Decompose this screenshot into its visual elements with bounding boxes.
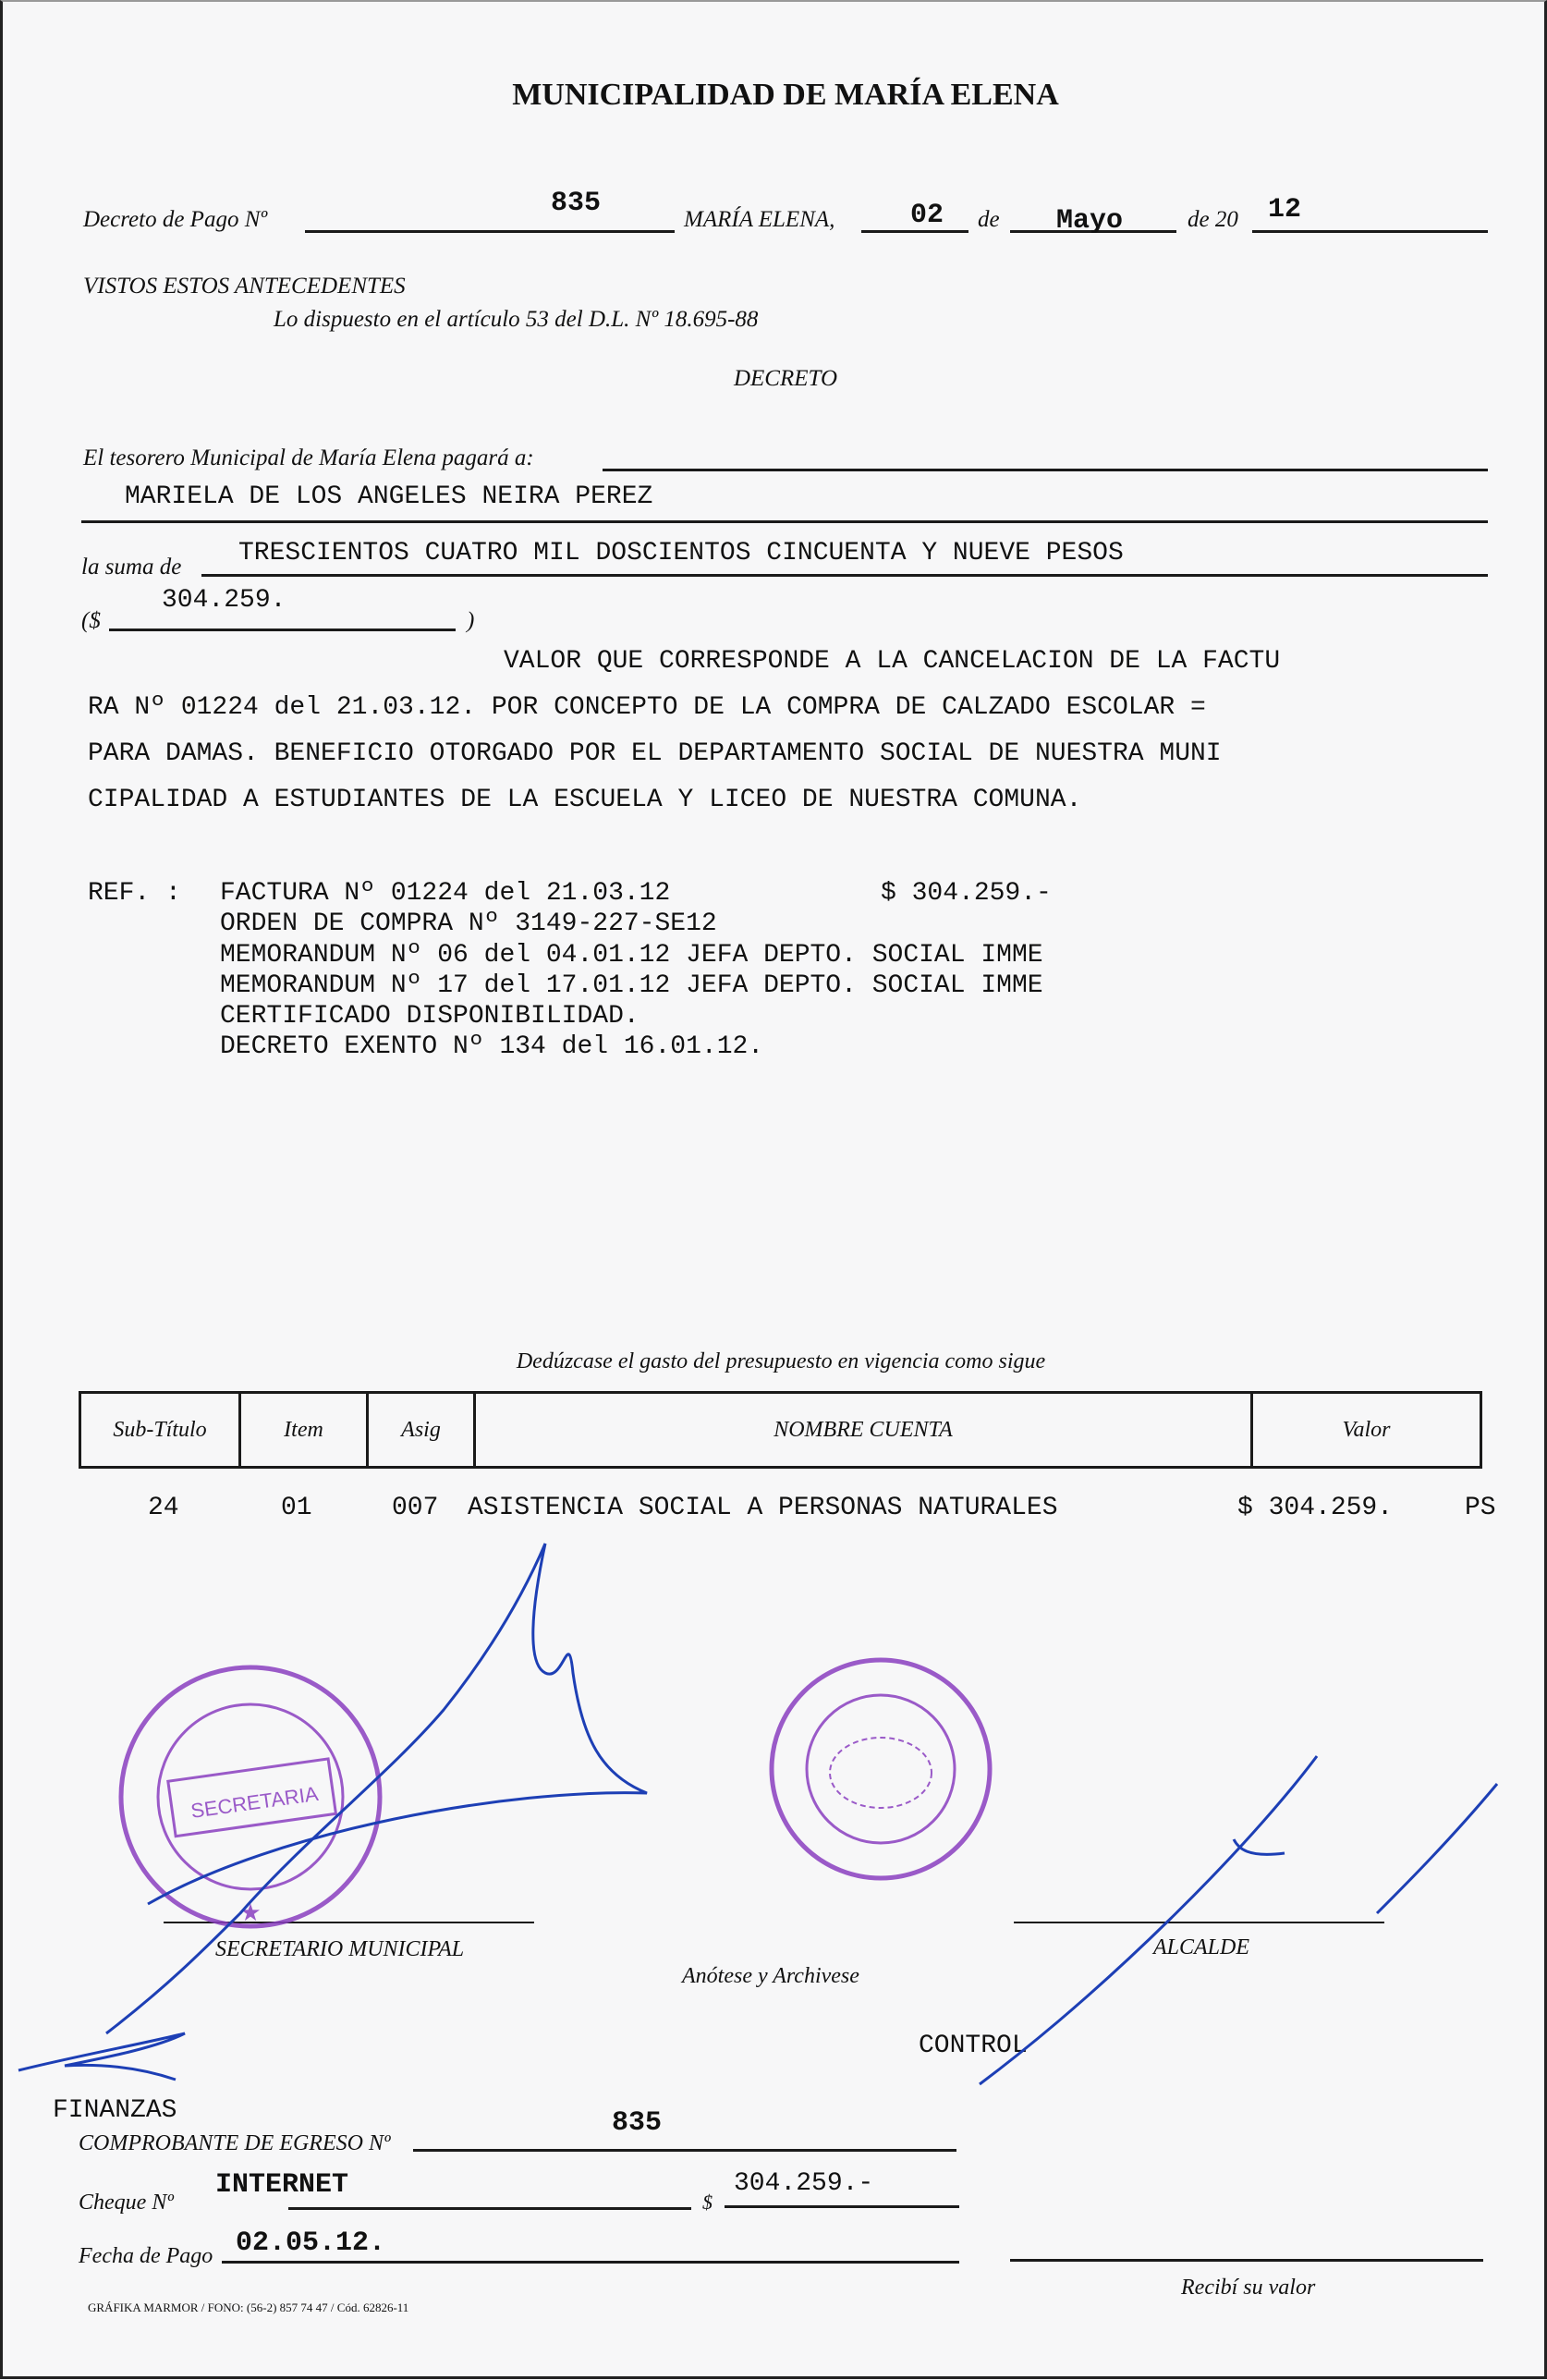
row-asig: 007 (392, 1494, 439, 1522)
budget-caption: Dedúzcase el gasto del presupuesto en vigencia como sigue (516, 1349, 1046, 1373)
secretario-label: SECRETARIO MUNICIPAL (215, 1937, 465, 1961)
decree-number: 835 (551, 188, 602, 219)
ref-line: DECRETO EXENTO Nº 134 del 16.01.12. (220, 1032, 764, 1061)
ref-line: MEMORANDUM Nº 06 del 04.01.12 JEFA DEPTO. SOCIAL IMME (220, 941, 1043, 970)
dollar-label: $ (702, 2191, 713, 2214)
comprobante-label: COMPROBANTE DE EGRESO Nº (79, 2131, 391, 2155)
header-subtitulo: Sub-Título (80, 1393, 240, 1468)
header-asig: Asig (368, 1393, 475, 1468)
cheque-number: INTERNET (215, 2169, 349, 2201)
sum-label: la suma de (81, 555, 182, 580)
body-line: RA Nº 01224 del 21.03.12. POR CONCEPTO DE LA COMPRA DE CALZADO ESCOLAR = (88, 693, 1206, 722)
decree-day: 02 (910, 200, 944, 231)
payee-name: MARIELA DE LOS ANGELES NEIRA PEREZ (125, 482, 653, 511)
comprobante-number: 835 (612, 2107, 663, 2139)
cheque-label: Cheque Nº (79, 2191, 174, 2215)
amount-prefix: ($ (81, 608, 101, 633)
payee-label: El tesorero Municipal de María Elena pagará a: (83, 445, 534, 470)
header-item: Item (240, 1393, 368, 1468)
ref-line: ORDEN DE COMPRA Nº 3149-227-SE12 (220, 909, 717, 938)
finanzas-label: FINANZAS (53, 2096, 177, 2125)
ref-line: CERTIFICADO DISPONIBILIDAD. (220, 1002, 640, 1031)
antecedents-text: Lo dispuesto en el artículo 53 del D.L. Nº 18.695-88 (274, 307, 759, 332)
stamp-alcaldia (772, 1660, 990, 1878)
header-valor: Valor (1252, 1393, 1481, 1468)
decree-month: Mayo (1056, 205, 1124, 237)
amount-figure: 304.259. (162, 586, 286, 615)
amount-suffix: ) (467, 608, 475, 633)
de-label: de (978, 207, 1000, 232)
ref-line: FACTURA Nº 01224 del 21.03.12 (220, 879, 671, 908)
fecha-value: 02.05.12. (236, 2227, 386, 2259)
control-label: CONTROL (919, 2032, 1028, 2060)
decree-year: 12 (1268, 194, 1302, 226)
ref-line: MEMORANDUM Nº 17 del 17.01.12 JEFA DEPTO. SOCIAL IMME (220, 971, 1043, 1000)
sum-words: TRESCIENTOS CUATRO MIL DOSCIENTOS CINCUENTA Y NUEVE PESOS (238, 539, 1124, 568)
row-cuenta: ASISTENCIA SOCIAL A PERSONAS NATURALES (468, 1494, 1058, 1522)
body-line: VALOR QUE CORRESPONDE A LA CANCELACION DE LA FACTU (504, 647, 1281, 676)
alcalde-label: ALCALDE (1153, 1935, 1250, 1959)
row-item: 01 (281, 1494, 312, 1522)
anotese-label: Anótese y Archivese (682, 1964, 859, 1988)
row-subtitulo: 24 (148, 1494, 179, 1522)
svg-text:SECRETARIA: SECRETARIA (189, 1781, 320, 1824)
body-line: CIPALIDAD A ESTUDIANTES DE LA ESCUELA Y LICEO DE NUESTRA COMUNA. (88, 786, 1082, 814)
decreto-heading: DECRETO (733, 366, 838, 391)
fecha-label: Fecha de Pago (79, 2244, 213, 2268)
ref-amount: $ 304.259.- (881, 879, 1052, 908)
recibi-label: Recibí su valor (1181, 2276, 1316, 2300)
decree-number-label: Decreto de Pago Nº (83, 207, 268, 232)
place-label: MARÍA ELENA, (684, 207, 835, 232)
row-unit: PS (1465, 1494, 1496, 1522)
ref-label: REF. : (88, 879, 181, 908)
year-label: de 20 (1188, 207, 1238, 232)
printer-footer: GRÁFIKA MARMOR / FONO: (56-2) 857 74 47 / Cód. 62826-11 (88, 2301, 409, 2314)
row-valor: $ 304.259. (1237, 1494, 1394, 1522)
page-title: MUNICIPALIDAD DE MARÍA ELENA (512, 78, 1059, 112)
egreso-amount: 304.259.- (734, 2169, 874, 2198)
antecedents-heading: VISTOS ESTOS ANTECEDENTES (83, 274, 406, 299)
svg-text:★: ★ (239, 1899, 262, 1926)
stamp-secretaria (121, 1667, 380, 1926)
body-line: PARA DAMAS. BENEFICIO OTORGADO POR EL DEPARTAMENTO SOCIAL DE NUESTRA MUNI (88, 739, 1222, 768)
header-cuenta: NOMBRE CUENTA (475, 1393, 1252, 1468)
